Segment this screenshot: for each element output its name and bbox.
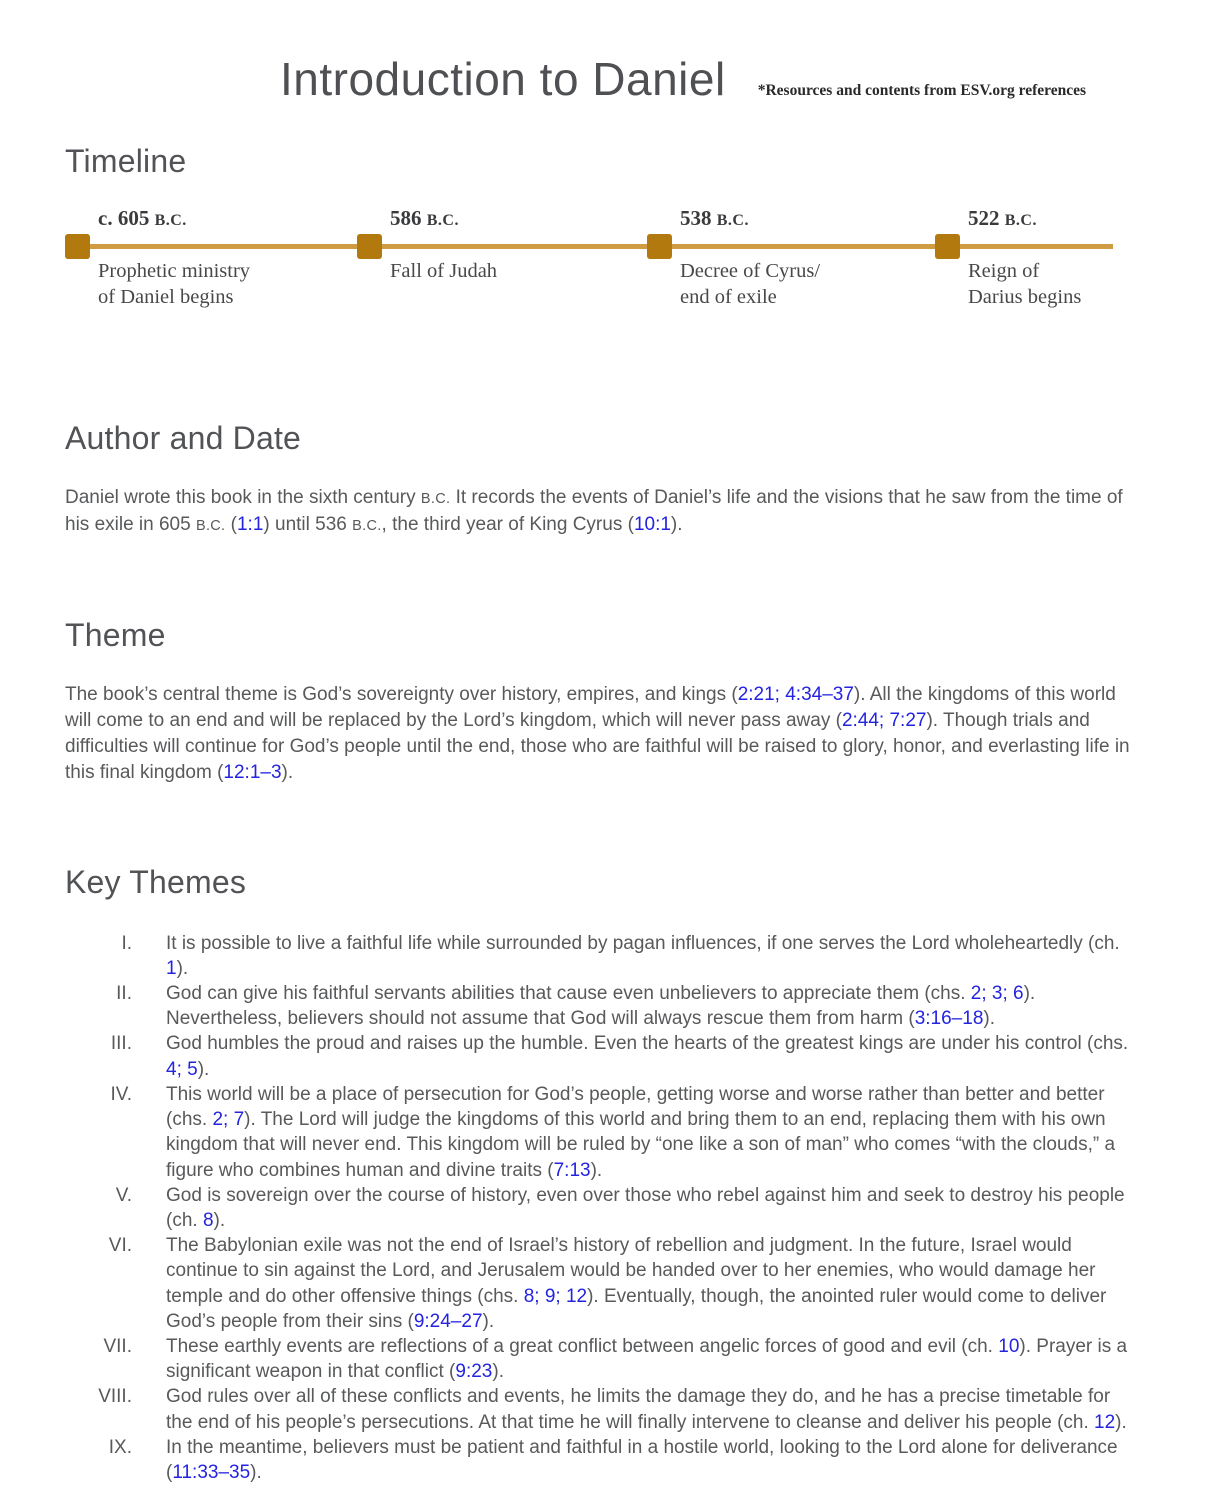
key-theme-text (166, 981, 1140, 1031)
key-theme-numeral: II. (116, 983, 132, 1005)
timeline-date-number: c. 605 (98, 205, 155, 230)
timeline-event-label: Decree of Cyrus/ end of exile (680, 259, 821, 308)
scripture-ref-link[interactable]: 2; 7 (212, 1109, 245, 1131)
text-run: ). (590, 1159, 603, 1181)
timeline-event-label: Prophetic ministry of Daniel begins (98, 259, 251, 308)
key-theme-item (65, 1183, 1140, 1233)
scripture-ref-link[interactable]: 1:1 (236, 513, 264, 535)
key-theme-text (166, 1435, 1140, 1485)
scripture-ref-link[interactable]: 8; 9; 12 (523, 1285, 588, 1307)
text-run: ). (281, 761, 294, 783)
key-theme-item (65, 931, 1140, 981)
text-run: ). All the kingdoms of this world will come to an end and will be replaced by the Lord’s kingdom, which will never pass away ( (65, 683, 1116, 731)
scripture-ref-link[interactable]: 10 (998, 1335, 1020, 1357)
header-note: *Resources and contents from ESV.org references (757, 82, 1087, 99)
text-run: ). Nevertheless, believers should not assume that God will always rescue them from harm ( (166, 983, 1036, 1030)
timeline-event-date (390, 206, 459, 231)
key-theme-item (65, 1082, 1140, 1183)
key-theme-item (65, 981, 1140, 1031)
key-themes-list (65, 931, 1140, 1485)
theme-heading: Theme (65, 616, 166, 653)
era-smallcaps: B.C. (154, 211, 187, 229)
text-run: ). (482, 1310, 495, 1332)
scripture-ref-link[interactable]: 4; 5 (166, 1058, 198, 1080)
text-run: , the third year of King Cyrus ( (381, 513, 634, 535)
scripture-ref-link[interactable]: 8 (202, 1209, 214, 1231)
header (65, 0, 1140, 105)
timeline-event-date (680, 206, 749, 231)
text-run: God humbles the proud and raises up the humble. Even the hearts of the greatest kings are under his control (chs. (166, 1033, 1129, 1055)
timeline-event (935, 206, 1205, 308)
scripture-ref-link[interactable]: 9:23 (455, 1361, 493, 1383)
key-theme-numeral: IV. (110, 1083, 132, 1105)
timeline-event (647, 206, 932, 308)
key-theme-text (166, 931, 1140, 981)
timeline-event-label: Reign of Darius begins (968, 259, 1082, 308)
text-run: In the meantime, believers must be patient and faithful in a hostile world, looking to the Lord alone for deliverance ( (166, 1436, 1118, 1483)
text-run: It is possible to live a faithful life while surrounded by pagan influences, if one serves the Lord wholeheartedly (ch. (166, 932, 1120, 954)
key-theme-numeral: V. (115, 1184, 132, 1206)
text-run: ). The Lord will judge the kingdoms of this world and bring them to an end, replacing them with his own kingdom that will never end. This kingdom will be ruled by “one like a son of man” who comes “with the clouds,” a figure who combines human and divine traits ( (166, 1109, 1116, 1181)
key-theme-numeral: IX. (108, 1436, 132, 1458)
era-smallcaps: B.C. (352, 517, 382, 534)
text-run: ). Prayer is a significant weapon in that conflict ( (166, 1335, 1128, 1383)
section-key-themes (65, 864, 1140, 1485)
text-run: ). (197, 1058, 210, 1080)
key-theme-numeral: VI. (108, 1235, 132, 1257)
text-run: ). (213, 1209, 226, 1231)
text-run: ). (1115, 1411, 1127, 1433)
timeline-heading: Timeline (65, 142, 187, 179)
text-run: This world will be a place of persecution for God’s people, getting worse and worse rather than better and better (chs. (166, 1083, 1105, 1131)
author-heading: Author and Date (65, 419, 302, 456)
scripture-ref-link[interactable]: 11:33–35 (172, 1461, 251, 1483)
text-run: ). (492, 1361, 504, 1383)
timeline-chart (65, 206, 1140, 308)
timeline-marker-icon (647, 234, 672, 259)
timeline-event (357, 206, 642, 308)
scripture-ref-link[interactable]: 12 (1094, 1411, 1116, 1433)
timeline-event (65, 206, 350, 308)
scripture-ref-link[interactable]: 3:16–18 (914, 1008, 984, 1030)
text-run: ). (176, 957, 189, 979)
timeline-marker-icon (65, 234, 90, 259)
section-author-and-date (65, 420, 1140, 539)
key-theme-numeral: I. (121, 932, 132, 954)
timeline-date-number: 522 (968, 205, 1005, 230)
page-title: Introduction to Daniel (280, 53, 726, 105)
text-run: It records the events of Daniel’s life and the visions that he saw from the time of his exile in 605 (65, 486, 1123, 535)
era-smallcaps: B.C. (716, 211, 749, 229)
era-smallcaps: B.C. (1004, 211, 1037, 229)
scripture-ref-link[interactable]: 7:13 (553, 1159, 591, 1181)
key-theme-item (65, 1435, 1140, 1485)
key-theme-numeral: VII. (103, 1335, 132, 1357)
text-run: Daniel wrote this book in the sixth century (65, 486, 421, 508)
text-run: God rules over all of these conflicts and events, he limits the damage they do, and he has a precise timetable for the end of his people’s persecutions. At that time he will finally intervene to cleanse and deliver his people (ch. (166, 1386, 1111, 1433)
era-smallcaps: B.C. (195, 517, 226, 534)
scripture-ref-link[interactable]: 12:1–3 (223, 761, 282, 783)
text-run: ). (983, 1008, 995, 1030)
text-run: God is sovereign over the course of history, even over those who rebel against him and seek to destroy his people (ch. (166, 1184, 1125, 1231)
text-run: These earthly events are reflections of a great conflict between angelic forces of good and evil (ch. (166, 1335, 999, 1357)
timeline-marker-icon (935, 234, 960, 259)
timeline-marker-icon (357, 234, 382, 259)
text-run: God can give his faithful servants abilities that cause even unbelievers to appreciate them (chs. (166, 983, 971, 1005)
key-theme-item (65, 1233, 1140, 1334)
key-theme-numeral: VIII. (98, 1386, 132, 1408)
key-themes-heading: Key Themes (65, 863, 247, 900)
key-theme-item (65, 1384, 1140, 1434)
text-run: The book’s central theme is God’s sovereignty over history, empires, and kings ( (65, 683, 738, 705)
scripture-ref-link[interactable]: 1 (166, 957, 177, 979)
theme-paragraph (65, 682, 1140, 786)
text-run: The Babylonian exile was not the end of Israel’s history of rebellion and judgment. In the future, Israel would continue to sin against the Lord, and Jerusalem would be handed over to her enemies, who would damage her temple and do other offensive things (chs. (166, 1235, 1096, 1307)
text-run: ). (670, 513, 683, 535)
key-theme-text (166, 1233, 1140, 1334)
text-run: ). Though trials and difficulties will continue for God’s people until the end, those who are faithful will be raised to glory, honor, and everlasting life in this final kingdom ( (65, 709, 1130, 783)
timeline-event-date (968, 206, 1037, 231)
era-smallcaps: B.C. (420, 490, 451, 507)
scripture-ref-link[interactable]: 9:24–27 (413, 1310, 483, 1332)
scripture-ref-link[interactable]: 10:1 (633, 513, 671, 535)
text-run: ). (250, 1461, 262, 1483)
scripture-ref-link[interactable]: 2; 3; 6 (970, 983, 1024, 1005)
scripture-ref-link[interactable]: 2:44; 7:27 (841, 709, 927, 731)
key-theme-numeral: III. (110, 1033, 132, 1055)
section-theme (65, 617, 1140, 786)
text-run: ( (225, 513, 237, 535)
key-theme-item (65, 1031, 1140, 1081)
key-theme-text (166, 1183, 1140, 1233)
scripture-ref-link[interactable]: 2:21; 4:34–37 (737, 683, 854, 705)
key-theme-text (166, 1334, 1140, 1384)
text-run: ) until 536 (263, 513, 353, 535)
key-theme-text (166, 1031, 1140, 1081)
key-theme-text (166, 1082, 1140, 1183)
timeline-event-label: Fall of Judah (390, 259, 498, 282)
author-paragraph (65, 485, 1140, 539)
timeline-event-date (98, 206, 187, 231)
timeline-date-number: 538 (680, 205, 717, 230)
timeline-date-number: 586 (390, 205, 427, 230)
key-theme-text (166, 1384, 1140, 1434)
text-run: ). Eventually, though, the anointed ruler would come to deliver God’s people from their sins ( (166, 1285, 1107, 1332)
key-theme-item (65, 1334, 1140, 1384)
era-smallcaps: B.C. (426, 211, 459, 229)
